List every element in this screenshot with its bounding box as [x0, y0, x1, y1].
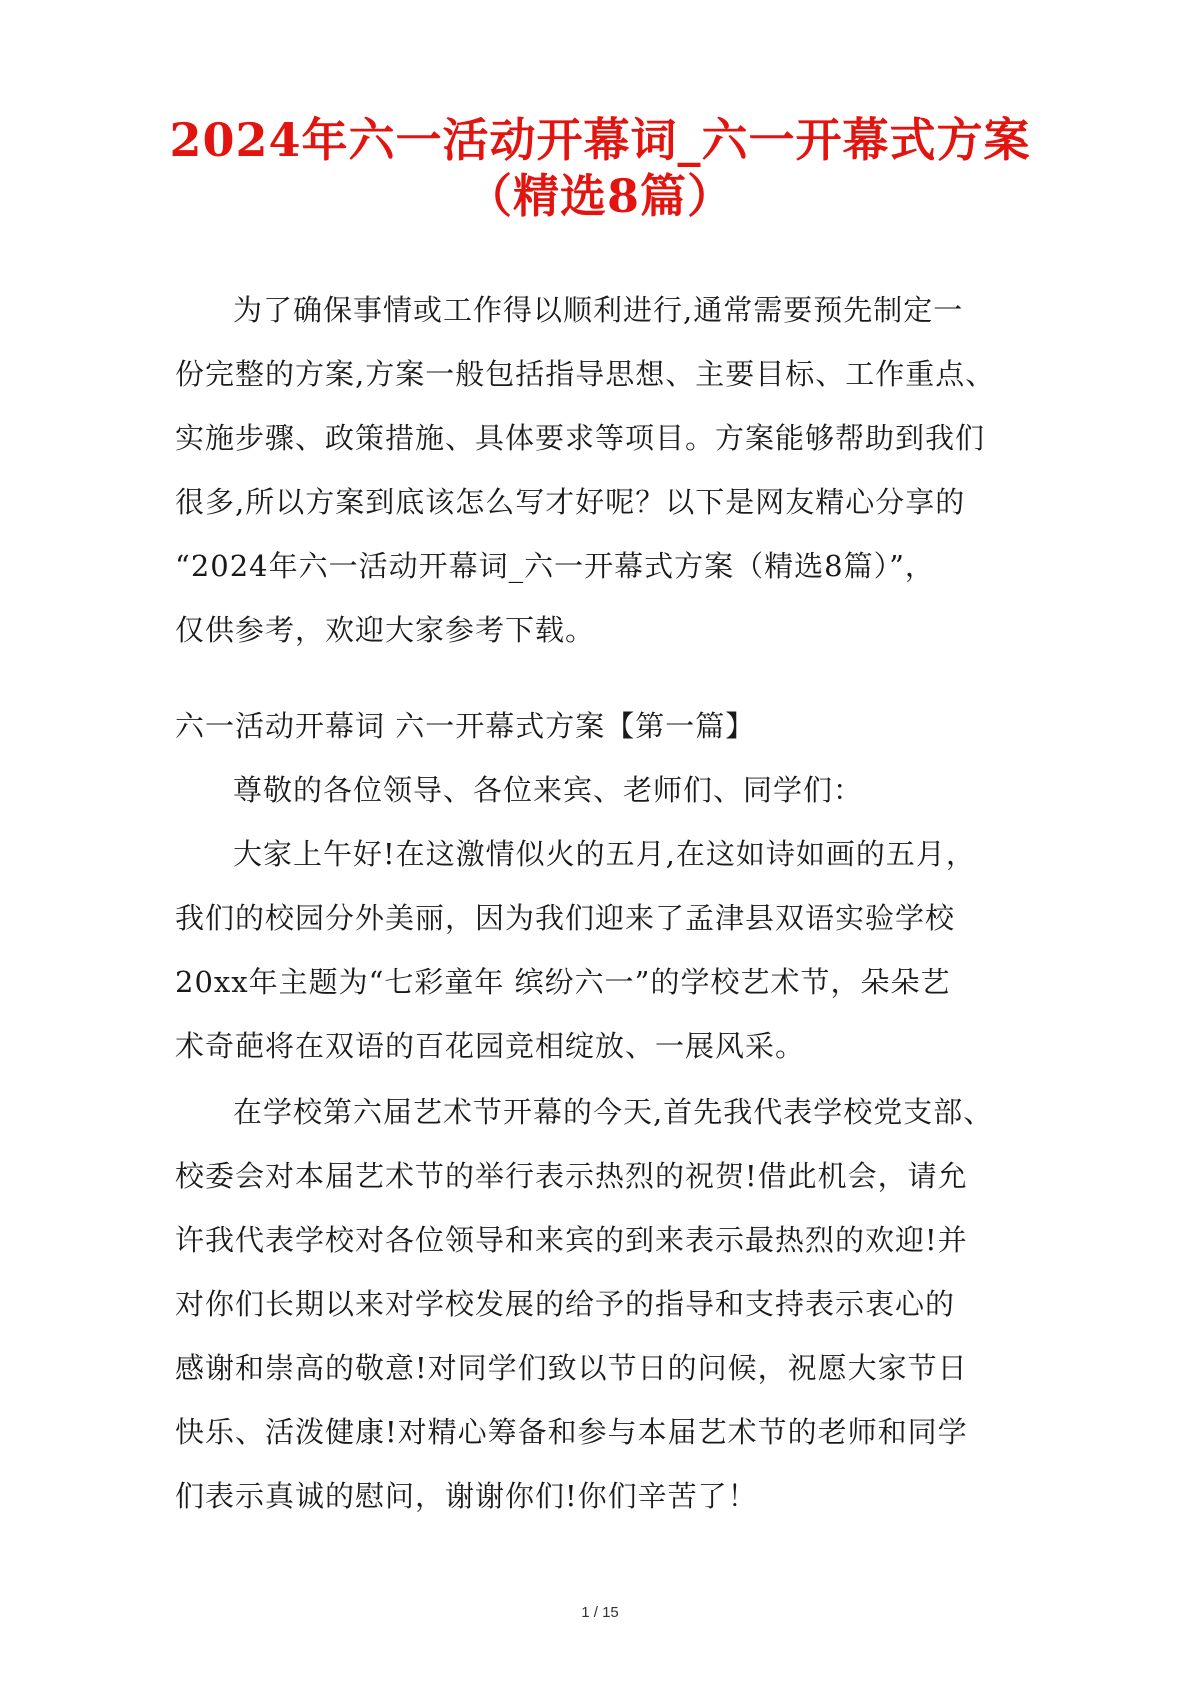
intro-line: 仅供参考，欢迎大家参考下载。 — [175, 613, 596, 647]
paragraph-line: 校委会对本届艺术节的举行表示热烈的祝贺!借此机会，请允 — [175, 1159, 968, 1193]
paragraph-line: 对你们长期以来对学校发展的给予的指导和支持表示衷心的 — [175, 1287, 956, 1321]
paragraph-line: 许我代表学校对各位领导和来宾的到来表示最热烈的欢迎!并 — [175, 1223, 968, 1257]
salutation — [175, 758, 1055, 822]
paragraph-line: 20xx年主题为“七彩童年 缤纷六一”的学校艺术节，朵朵艺 — [175, 965, 951, 999]
intro-line: 很多,所以方案到底该怎么写才好呢？以下是网友精心分享的 — [175, 485, 966, 519]
salutation-text: 尊敬的各位领导、各位来宾、老师们、同学们： — [233, 773, 864, 807]
title-line-2: （精选8篇） — [465, 169, 734, 223]
paragraph-line: 我们的校园分外美丽，因为我们迎来了孟津县双语实验学校 — [175, 901, 956, 935]
paragraph-line: 术奇葩将在双语的百花园竞相绽放、一展风采。 — [175, 1029, 806, 1063]
paragraph-line: 们表示真诚的慰问，谢谢你们!你们辛苦了！ — [175, 1479, 758, 1513]
section-heading — [175, 694, 1055, 758]
paragraph-line: 大家上午好!在这激情似火的五月,在这如诗如画的五月， — [233, 837, 976, 871]
paragraph-1 — [175, 822, 1055, 1078]
intro-line: “2024年六一活动开幕词_六一开幕式方案（精选8篇）”， — [175, 549, 935, 583]
section-heading-text: 六一活动开幕词 六一开幕式方案【第一篇】 — [175, 709, 756, 743]
paragraph-line: 感谢和崇高的敬意!对同学们致以节日的问候，祝愿大家节日 — [175, 1351, 968, 1385]
document-title — [100, 112, 1100, 224]
intro-line: 份完整的方案,方案一般包括指导思想、主要目标、工作重点、 — [175, 357, 996, 391]
intro-line: 实施步骤、政策措施、具体要求等项目。方案能够帮助到我们 — [175, 421, 986, 455]
paragraph-2 — [175, 1080, 1055, 1528]
paragraph-line: 在学校第六届艺术节开幕的今天,首先我代表学校党支部、 — [233, 1095, 994, 1129]
paragraph-line: 快乐、活泼健康!对精心筹备和参与本届艺术节的老师和同学 — [175, 1415, 968, 1449]
title-line-1: 2024年六一活动开幕词_六一开幕式方案 — [169, 113, 1031, 167]
intro-paragraph — [175, 278, 1055, 662]
page-number: 1 / 15 — [581, 1604, 619, 1621]
intro-line: 为了确保事情或工作得以顺利进行,通常需要预先制定一 — [233, 293, 964, 327]
